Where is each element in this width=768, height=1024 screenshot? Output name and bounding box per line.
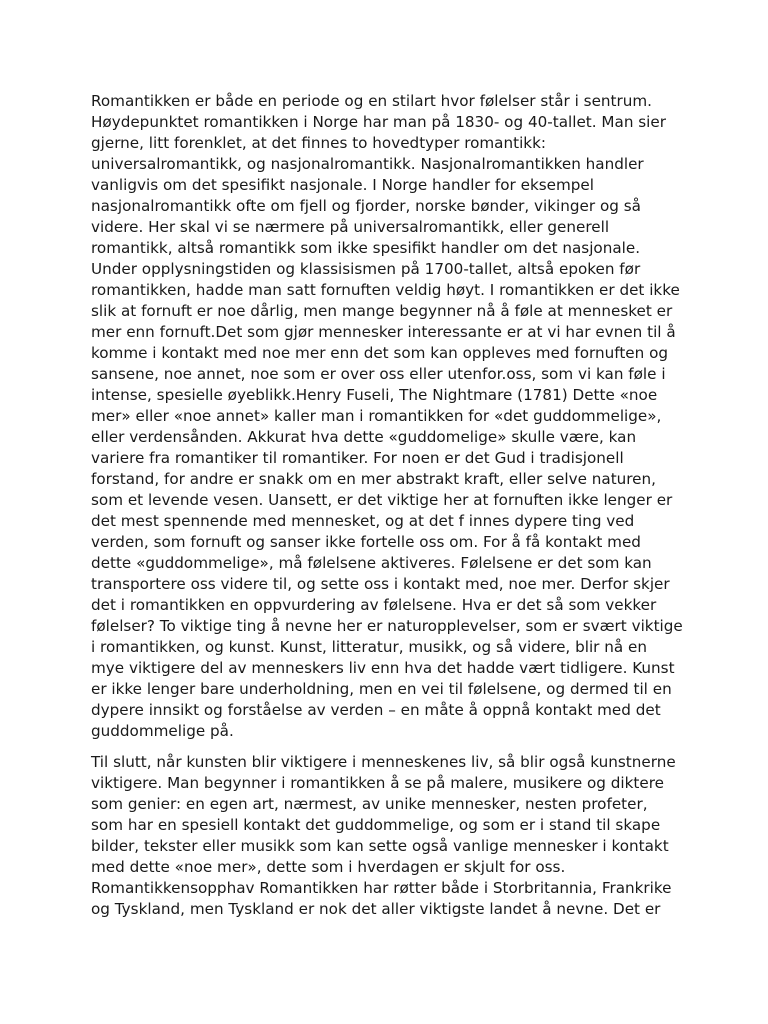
text-line: slik at fornuft er noe dårlig, men mange begynner nå å føle at mennesket er [91,302,673,320]
text-line: gjerne, litt forenklet, at det finnes to hovedtyper romantikk: [91,134,547,152]
text-line: vanligvis om det spesifikt nasjonale. I Norge handler for eksempel [91,176,594,194]
text-line: Til slutt, når kunsten blir viktigere i menneskenes liv, så blir også kunstnerne [91,753,676,771]
text-line: dypere innsikt og forståelse av verden – en måte å oppnå kontakt med det [91,701,661,719]
text-line: det mest spennende med mennesket, og at det f innes dypere ting ved [91,512,635,530]
text-line: Romantikken er både en periode og en stilart hvor følelser står i sentrum. [91,92,652,110]
text-line: nasjonalromantikk ofte om fjell og fjorder, norske bønder, vikinger og så [91,197,641,215]
document-body [91,91,681,930]
text-line: følelser? To viktige ting å nevne her er naturopplevelser, som er svært viktige [91,617,683,635]
text-line: bilder, tekster eller musikk som kan sette også vanlige mennesker i kontakt [91,837,669,855]
text-line: og Tyskland, men Tyskland er nok det aller viktigste landet å nevne. Det er [91,900,661,918]
paragraph-2 [91,752,681,920]
text-line: som et levende vesen. Uansett, er det viktige her at fornuften ikke lenger er [91,491,673,509]
text-line: komme i kontakt med noe mer enn det som kan oppleves med fornuften og [91,344,669,362]
text-line: Romantikkensopphav Romantikken har røtter både i Storbritannia, Frankrike [91,879,672,897]
text-line: det i romantikken en oppvurdering av følelsene. Hva er det så som vekker [91,596,657,614]
text-line: viktigere. Man begynner i romantikken å se på malere, musikere og diktere [91,774,664,792]
text-line: i romantikken, og kunst. Kunst, litteratur, musikk, og så videre, blir nå en [91,638,647,656]
text-line: eller verdensånden. Akkurat hva dette «guddomelige» skulle være, kan [91,428,637,446]
text-line: som har en spesiell kontakt det guddommelige, og som er i stand til skape [91,816,661,834]
text-line: sansene, noe annet, noe som er over oss eller utenfor.oss, som vi kan føle i [91,365,666,383]
text-line: med dette «noe mer», dette som i hverdagen er skjult for oss. [91,858,566,876]
text-line: verden, som fornuft og sanser ikke fortelle oss om. For å få kontakt med [91,533,641,551]
text-line: mye viktigere del av menneskers liv enn hva det hadde vært tidligere. Kunst [91,659,675,677]
text-line: romantikk, altså romantikk som ikke spesifikt handler om det nasjonale. [91,239,641,257]
text-line: mer» eller «noe annet» kaller man i romantikken for «det guddommelige», [91,407,662,425]
text-line: videre. Her skal vi se nærmere på universalromantikk, eller generell [91,218,610,236]
text-line: variere fra romantiker til romantiker. For noen er det Gud i tradisjonell [91,449,624,467]
text-line: guddommelige på. [91,722,234,740]
text-line: transportere oss videre til, og sette oss i kontakt med, noe mer. Derfor skjer [91,575,670,593]
paragraph-1 [91,91,681,742]
text-line: intense, spesielle øyeblikk.Henry Fuseli, The Nightmare (1781) Dette «noe [91,386,658,404]
text-line: dette «guddommelige», må følelsene aktiveres. Følelsene er det som kan [91,554,652,572]
text-line: romantikken, hadde man satt fornuften veldig høyt. I romantikken er det ikke [91,281,680,299]
text-line: mer enn fornuft.Det som gjør mennesker interessante er at vi har evnen til å [91,323,676,341]
text-line: Under opplysningstiden og klassisismen på 1700-tallet, altså epoken før [91,260,641,278]
text-line: forstand, for andre er snakk om en mer abstrakt kraft, eller selve naturen, [91,470,656,488]
text-line: er ikke lenger bare underholdning, men en vei til følelsene, og dermed til en [91,680,672,698]
text-line: Høydepunktet romantikken i Norge har man på 1830- og 40-tallet. Man sier [91,113,666,131]
text-line: som genier: en egen art, nærmest, av unike mennesker, nesten profeter, [91,795,648,813]
text-line: universalromantikk, og nasjonalromantikk. Nasjonalromantikken handler [91,155,644,173]
